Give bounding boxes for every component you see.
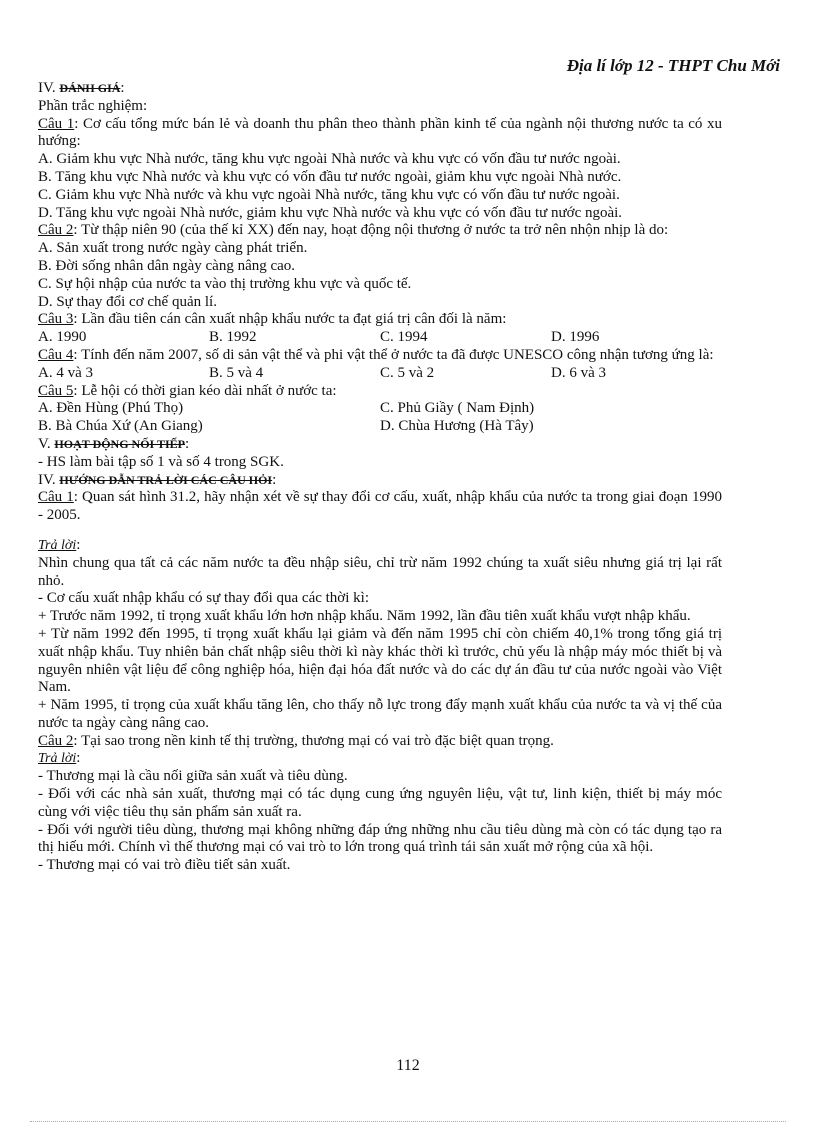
answer-1-paragraph-3: + Trước năm 1992, tỉ trọng xuất khẩu lớn hơn nhập khẩu. Năm 1992, lần đầu tiên xuất khẩu vượt nhập khẩu. — [38, 608, 691, 625]
guide-question-1 — [38, 489, 722, 525]
question-text: : Tính đến năm 2007, số di sản vật thể và phi vật thể ở nước ta đã được UNESCO công nhận tương ứng là: — [73, 346, 714, 363]
answer-2-paragraph-1: - Thương mại là cầu nối giữa sản xuất và tiêu dùng. — [38, 768, 348, 785]
q1-option-b: B. Tăng khu vực Nhà nước và khu vực có vốn đầu tư nước ngoài, giảm khu vực ngoài Nhà nước. — [38, 168, 622, 185]
answer-2-paragraph-4: - Thương mại có vai trò điều tiết sản xuất. — [38, 857, 291, 874]
answer-label: Trả lời — [38, 537, 77, 553]
heading-number: IV. — [38, 80, 56, 96]
trac-nghiem-label: Phần trắc nghiệm: — [38, 97, 148, 114]
heading-colon: : — [185, 435, 190, 452]
q2-option-c: C. Sự hội nhập của nước ta vào thị trường khu vực và quốc tế. — [38, 275, 412, 292]
section-huong-dan-heading — [38, 472, 722, 490]
page-number: 112 — [396, 1057, 420, 1074]
question-text: : Lần đầu tiên cán cân xuất nhập khẩu nước ta đạt giá trị cân đối là năm: — [73, 311, 507, 328]
answer-1-label — [38, 537, 722, 555]
question-label: Câu 4 — [38, 346, 74, 363]
heading-colon: : — [272, 471, 277, 488]
heading-text: HƯỚNG DẪN TRẢ LỜI CÁC CÂU HỎI — [59, 472, 273, 487]
heading-text: ĐÁNH GIÁ — [59, 81, 121, 95]
question-4 — [38, 347, 722, 365]
q3-option-d: D. 1996 — [551, 329, 600, 346]
question-3 — [38, 311, 722, 329]
question-1 — [38, 116, 722, 152]
q1-option-d: D. Tăng khu vực ngoài Nhà nước, giảm khu vực Nhà nước và khu vực có vốn đầu tư nước ngoài. — [38, 204, 623, 221]
q4-option-a: A. 4 và 3 — [38, 364, 93, 381]
heading-number: IV. — [38, 471, 56, 488]
question-text: : Quan sát hình 31.2, hãy nhận xét về sự thay đổi cơ cấu, xuất, nhập khẩu của nước ta trong giai đoạn 1990 - 2005. — [38, 489, 722, 524]
q4-option-b: B. 5 và 4 — [209, 364, 264, 381]
running-header: Địa lí lớp 12 - THPT Chu Mới — [566, 56, 780, 75]
spacer — [38, 525, 722, 537]
question-label: Câu 1 — [38, 489, 74, 506]
heading-colon: : — [120, 80, 125, 96]
q2-option-a: A. Sản xuất trong nước ngày càng phát triển. — [38, 240, 308, 257]
q1-option-c: C. Giảm khu vực Nhà nước và khu vực ngoài Nhà nước, tăng khu vực có vốn đầu tư nước ngoài. — [38, 186, 620, 203]
answer-1-paragraph-4: + Từ năm 1992 đến 1995, tỉ trọng xuất khẩu lại giảm và đến năm 1995 chỉ còn chiếm 40,1% trong tổng giá trị xuất nhập khẩu. Tuy nhiên bản chất nhập siêu thời kì này khác thời kì trước, chủ yếu là nhập máy móc thiết bị và nguyên nhiên vật liệu để công nghiệp hóa, hiện đại hóa đất nước và do các dự án đầu tư của nước ngoài vào Việt Nam. — [38, 625, 722, 696]
q3-option-c: C. 1994 — [380, 329, 428, 346]
q4-option-d: D. 6 và 3 — [551, 364, 606, 381]
question-text: : Từ thập niên 90 (của thế kỉ XX) đến nay, hoạt động nội thương ở nước ta trở nên nhộn nhịp là do: — [73, 222, 669, 239]
q2-option-d: D. Sự thay đổi cơ chế quản lí. — [38, 293, 217, 310]
question-label: Câu 5 — [38, 382, 74, 399]
answer-2-paragraph-3: - Đối với người tiêu dùng, thương mại không những đáp ứng những nhu cầu tiêu dùng mà còn có tác dụng tạo ra thị hiếu mới. Chính vì thế thương mại có vai trò to lớn trong quá trình tái sản xuất mở rộng của xã hội. — [38, 821, 722, 856]
q5-options-row-1 — [38, 400, 722, 418]
answer-2-label — [38, 750, 722, 768]
section-hoat-dong-heading — [38, 436, 722, 454]
question-text: : Lễ hội có thời gian kéo dài nhất ở nước ta: — [73, 382, 337, 399]
q5-option-a: A. Đền Hùng (Phú Thọ) — [38, 400, 184, 417]
answer-2-paragraph-2: - Đối với các nhà sản xuất, thương mại có tác dụng cung ứng nguyên liệu, vật tư, linh kiện, thiết bị máy móc cùng với việc tiêu thụ sản phẩm sản xuất ra. — [38, 786, 722, 820]
heading-number: V. — [38, 435, 51, 452]
footer-divider — [30, 1121, 786, 1122]
answer-label: Trả lời — [38, 751, 77, 767]
answer-1-paragraph-5: + Năm 1995, tỉ trọng của xuất khẩu tăng lên, cho thấy nỗ lực trong đẩy mạnh xuất khẩu của nước ta và vị thế của nước ta ngày càng nâng cao. — [38, 697, 722, 731]
answer-1-paragraph-1: Nhìn chung qua tất cả các năm nước ta đều nhập siêu, chỉ trừ năm 1992 chúng ta xuất siêu nhưng giá trị lại rất nhỏ. — [38, 554, 722, 589]
section-danh-gia-heading — [38, 80, 722, 98]
answer-colon: : — [76, 750, 81, 767]
q5-option-d: D. Chùa Hương (Hà Tây) — [380, 418, 534, 435]
guide-question-2 — [38, 733, 722, 751]
q5-option-c: C. Phủ Giầy ( Nam Định) — [380, 400, 535, 417]
q5-option-b: B. Bà Chúa Xứ (An Giang) — [38, 418, 203, 435]
question-text: : Cơ cấu tổng mức bán lẻ và doanh thu phân theo thành phần kinh tế của ngành nội thương nước ta có xu hướng: — [38, 115, 722, 150]
question-label: Câu 1 — [38, 115, 75, 132]
q3-options — [38, 329, 722, 347]
page-content — [38, 80, 722, 875]
question-label: Câu 2 — [38, 732, 74, 749]
question-label: Câu 3 — [38, 311, 74, 328]
q1-option-a: A. Giảm khu vực Nhà nước, tăng khu vực ngoài Nhà nước và khu vực có vốn đầu tư nước ngoài. — [38, 151, 621, 168]
homework-item: - HS làm bài tập số 1 và số 4 trong SGK. — [38, 453, 284, 470]
q3-option-a: A. 1990 — [38, 329, 87, 346]
q4-option-c: C. 5 và 2 — [380, 364, 435, 381]
question-2 — [38, 222, 722, 240]
question-text: : Tại sao trong nền kinh tế thị trường, thương mại có vai trò đặc biệt quan trọng. — [73, 732, 554, 749]
question-5 — [38, 383, 722, 401]
answer-colon: : — [76, 536, 81, 553]
q2-option-b: B. Đời sống nhân dân ngày càng nâng cao. — [38, 257, 296, 274]
answer-1-paragraph-2: - Cơ cấu xuất nhập khẩu có sự thay đổi qua các thời kì: — [38, 590, 369, 607]
question-label: Câu 2 — [38, 222, 74, 239]
heading-text: HOẠT ĐỘNG NỐI TIẾP — [54, 436, 185, 451]
q3-option-b: B. 1992 — [209, 329, 257, 346]
q5-options-row-2 — [38, 418, 722, 436]
q4-options — [38, 365, 722, 383]
